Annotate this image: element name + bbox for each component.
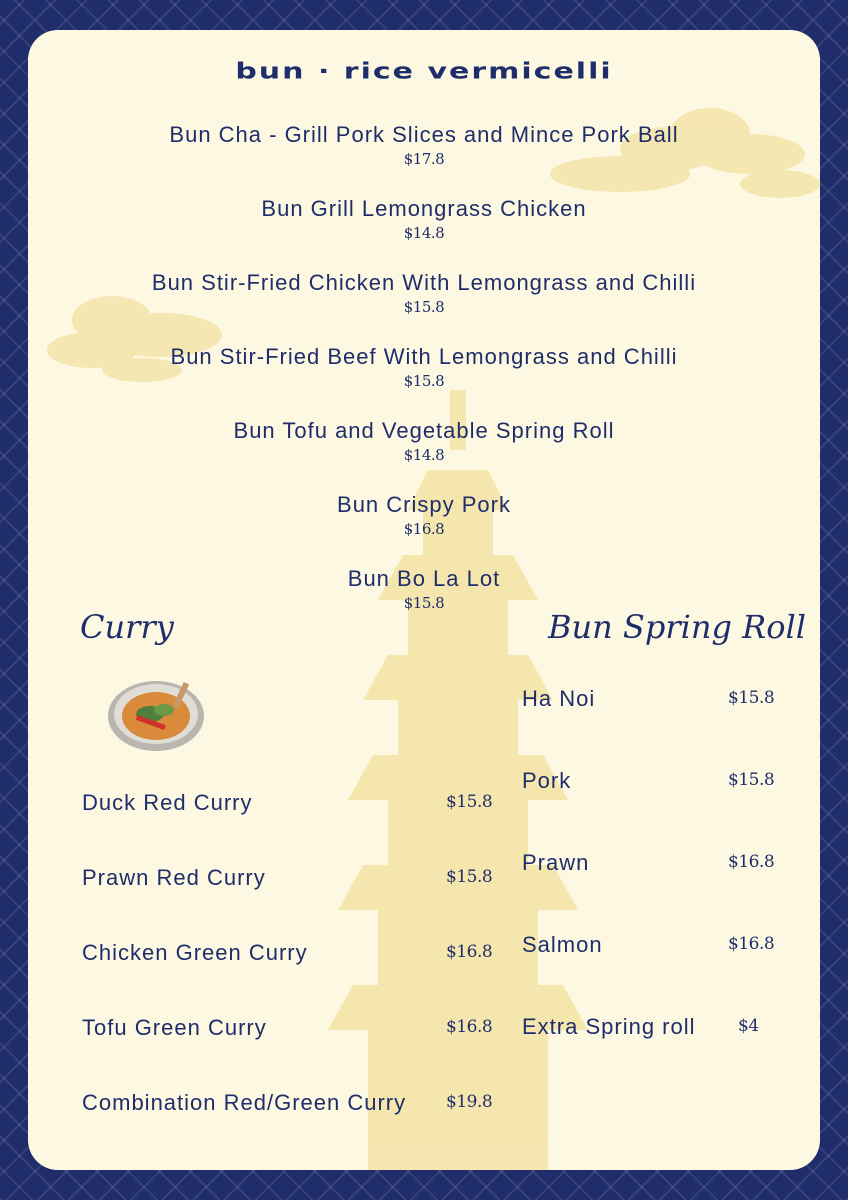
item-price: $16.8 [728, 934, 775, 954]
item-name: Bun Stir-Fried Chicken With Lemongrass and Chilli [151, 270, 697, 295]
item-price: $14.8 [403, 446, 445, 464]
item-price: $4 [738, 1016, 759, 1036]
item-name: Bun Grill Lemongrass Chicken [261, 196, 587, 221]
item-name: Extra Spring roll [522, 1014, 696, 1039]
item-price: $15.8 [446, 792, 493, 812]
menu-item [522, 1014, 782, 1096]
item-name: Salmon [522, 932, 603, 957]
item-name: Prawn [522, 850, 590, 875]
menu-item [82, 1015, 502, 1090]
menu-item [82, 790, 502, 865]
item-name: Duck Red Curry [82, 790, 253, 815]
item-name: Bun Bo La Lot [347, 566, 501, 591]
menu-item [0, 416, 848, 490]
bun-menu-list [0, 120, 848, 638]
item-name: Bun Tofu and Vegetable Spring Roll [233, 418, 615, 443]
spring-roll-list [522, 686, 782, 1096]
item-name: Prawn Red Curry [82, 865, 266, 890]
curry-bowl-image [106, 676, 210, 752]
item-price: $16.8 [403, 520, 445, 538]
item-price: $15.8 [403, 594, 445, 612]
menu-item [82, 865, 502, 940]
item-price: $16.8 [446, 1017, 493, 1037]
item-name: Pork [522, 768, 572, 793]
item-price: $19.8 [446, 1092, 493, 1112]
item-name: Chicken Green Curry [82, 940, 308, 965]
item-price: $16.8 [728, 852, 775, 872]
menu-item [82, 940, 502, 1015]
menu-item [0, 342, 848, 416]
menu-item [522, 768, 782, 850]
item-name: Bun Crispy Pork [337, 492, 511, 517]
item-name: Bun Stir-Fried Beef With Lemongrass and Chilli [170, 344, 678, 369]
menu-item [522, 850, 782, 932]
item-name: Combination Red/Green Curry [82, 1090, 407, 1115]
menu-item [0, 194, 848, 268]
item-name: Bun Cha - Grill Pork Slices and Mince Pork Ball [169, 122, 679, 147]
item-price: $15.8 [728, 770, 775, 790]
menu-item [0, 490, 848, 564]
item-price: $15.8 [403, 298, 445, 316]
item-price: $17.8 [403, 150, 445, 168]
menu-item [82, 1090, 502, 1165]
menu-item [522, 932, 782, 1014]
item-name: Tofu Green Curry [82, 1015, 267, 1040]
spring-roll-section-title: Bun Spring Roll [548, 608, 806, 646]
page-title: bun · rice vermicelli [235, 58, 613, 85]
item-price: $15.8 [728, 688, 775, 708]
menu-item [0, 120, 848, 194]
menu-item [522, 686, 782, 768]
item-price: $14.8 [403, 224, 445, 242]
item-price: $16.8 [446, 942, 493, 962]
curry-section-title: Curry [80, 608, 174, 646]
item-name: Ha Noi [522, 686, 596, 711]
menu-item [0, 268, 848, 342]
curry-list [82, 790, 502, 1165]
item-price: $15.8 [403, 372, 445, 390]
item-price: $15.8 [446, 867, 493, 887]
